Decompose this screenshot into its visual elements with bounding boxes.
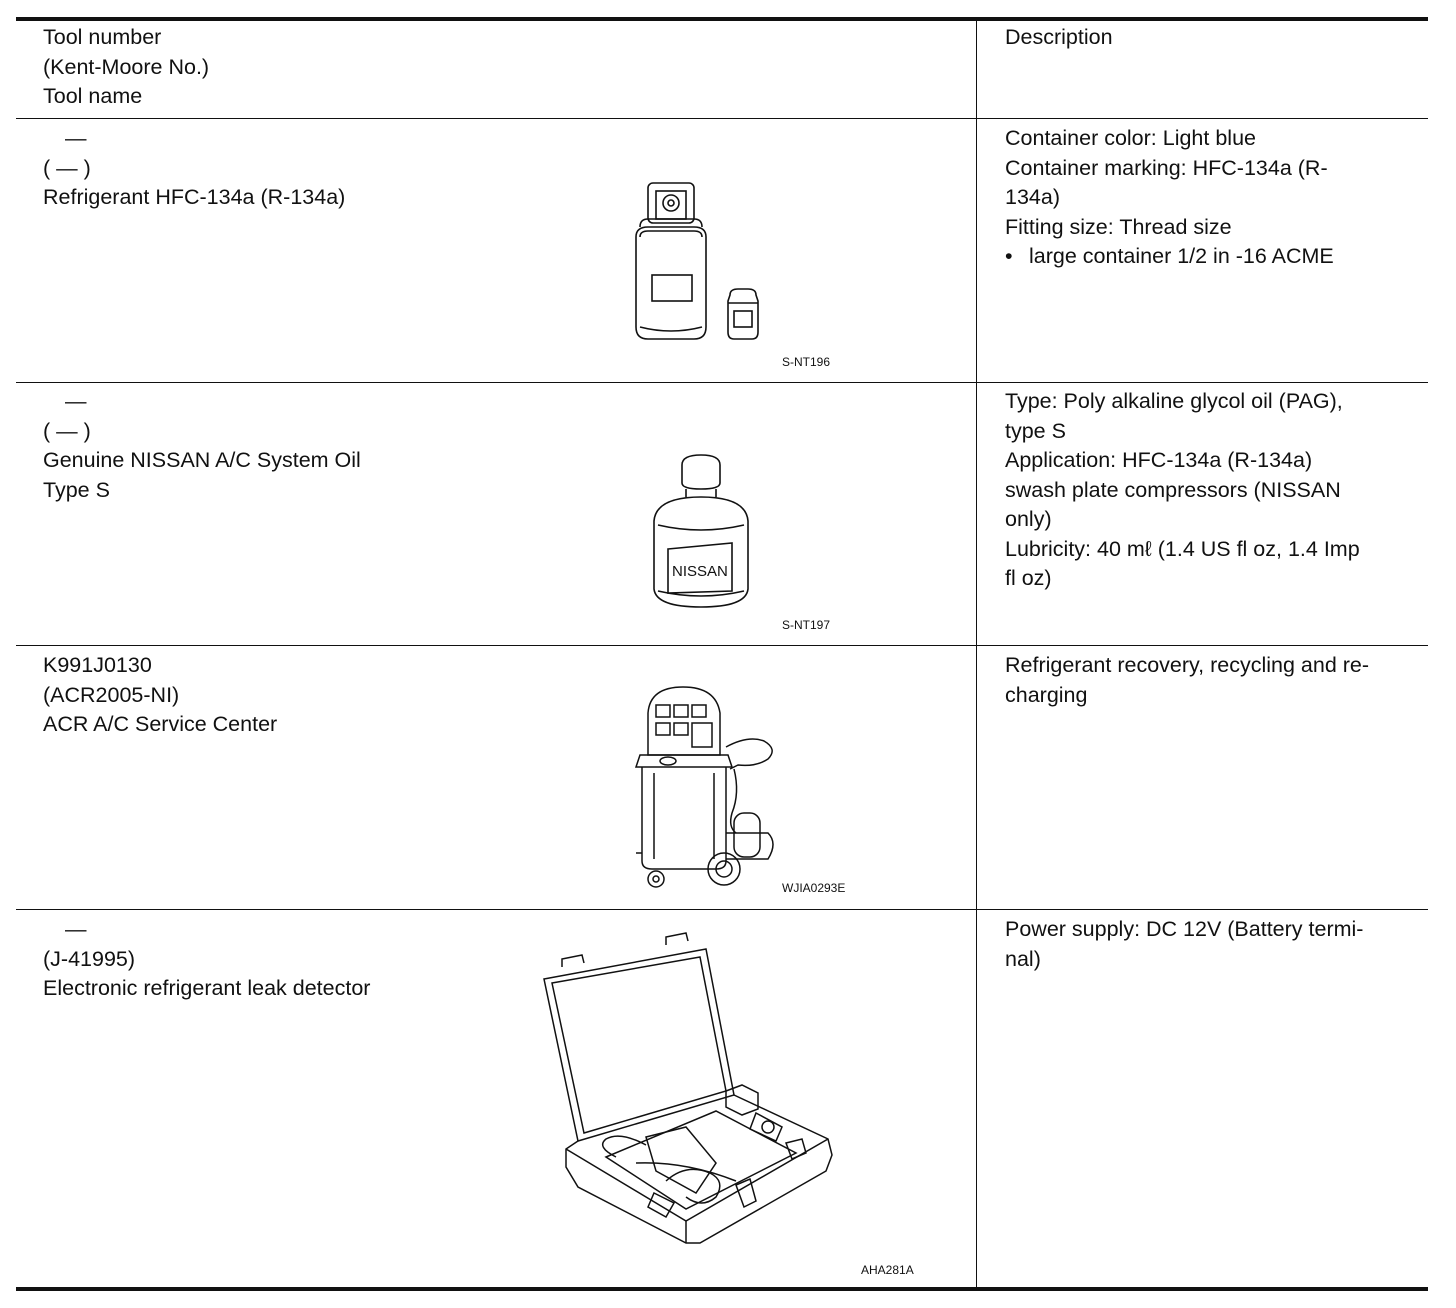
description-line: Refrigerant recovery, recycling and re- (1005, 653, 1370, 677)
figure-code: S-NT196 (782, 355, 831, 369)
column-divider (976, 17, 977, 1291)
description-line: Power supply: DC 12V (Battery termi- (1005, 917, 1364, 941)
figure-code: WJIA0293E (782, 881, 846, 895)
tool-number: — (65, 126, 87, 150)
header-description-label: Description (1005, 25, 1113, 49)
row-2-tool (43, 387, 643, 505)
tool-number: — (65, 389, 87, 413)
tool-number: K991J0130 (43, 653, 152, 677)
tool-number: — (65, 917, 87, 941)
row-1-tool (43, 124, 643, 213)
row-divider (16, 909, 1428, 910)
description-line: Type: Poly alkaline glycol oil (PAG), (1005, 389, 1343, 413)
service-center-illustration (628, 683, 778, 889)
row-divider (16, 382, 1428, 383)
table-top-border (16, 17, 1428, 21)
header-tool-column (43, 23, 643, 112)
description-line: swash plate compressors (NISSAN (1005, 477, 1341, 502)
description-line: Lubricity: 40 mℓ (1.4 US fl oz, 1.4 Imp (1005, 536, 1360, 561)
description-bullet: • large container 1/2 in -16 ACME (1005, 242, 1425, 272)
tool-name: Type S (43, 477, 110, 502)
kent-moore-number: ( — ) (43, 418, 91, 443)
row-divider (16, 645, 1428, 646)
tool-name: Genuine NISSAN A/C System Oil (43, 448, 361, 472)
description-line: nal) (1005, 946, 1041, 971)
oil-bottle-illustration (646, 451, 756, 611)
description-line: Application: HFC-134a (R-134a) (1005, 448, 1313, 472)
tool-name: Refrigerant HFC-134a (R-134a) (43, 185, 346, 209)
description-line: Fitting size: Thread size (1005, 214, 1232, 239)
header-tool-name: Tool name (43, 84, 143, 108)
header-description (1005, 23, 1425, 53)
description-line: 134a) (1005, 185, 1060, 209)
special-service-tools-table (16, 17, 1428, 1291)
kent-moore-number: (J-41995) (43, 946, 136, 971)
tool-name: Electronic refrigerant leak detector (43, 976, 371, 1000)
header-kent-moore: (Kent-Moore No.) (43, 54, 210, 79)
refrigerant-container-illustration (626, 177, 776, 357)
description-line: type S (1005, 418, 1066, 443)
description-line: Container marking: HFC-134a (R- (1005, 155, 1328, 180)
tool-name: ACR A/C Service Center (43, 712, 278, 736)
row-divider (16, 118, 1428, 119)
kent-moore-number: (ACR2005-NI) (43, 682, 180, 707)
row-4-description (1005, 915, 1425, 974)
row-3-tool (43, 651, 643, 740)
row-3-description (1005, 651, 1425, 710)
description-line: fl oz) (1005, 566, 1052, 590)
figure-code: AHA281A (861, 1263, 914, 1277)
figure-code: S-NT197 (782, 618, 831, 632)
table-bottom-border (16, 1287, 1428, 1291)
row-2-description (1005, 387, 1425, 594)
leak-detector-case-illustration (536, 931, 836, 1251)
description-line: charging (1005, 682, 1088, 707)
description-line: only) (1005, 507, 1052, 531)
kent-moore-number: ( — ) (43, 155, 91, 180)
header-tool-number: Tool number (43, 25, 162, 49)
description-line: Container color: Light blue (1005, 126, 1256, 150)
row-1-description (1005, 124, 1425, 272)
oil-bottle-label: NISSAN (672, 563, 728, 580)
